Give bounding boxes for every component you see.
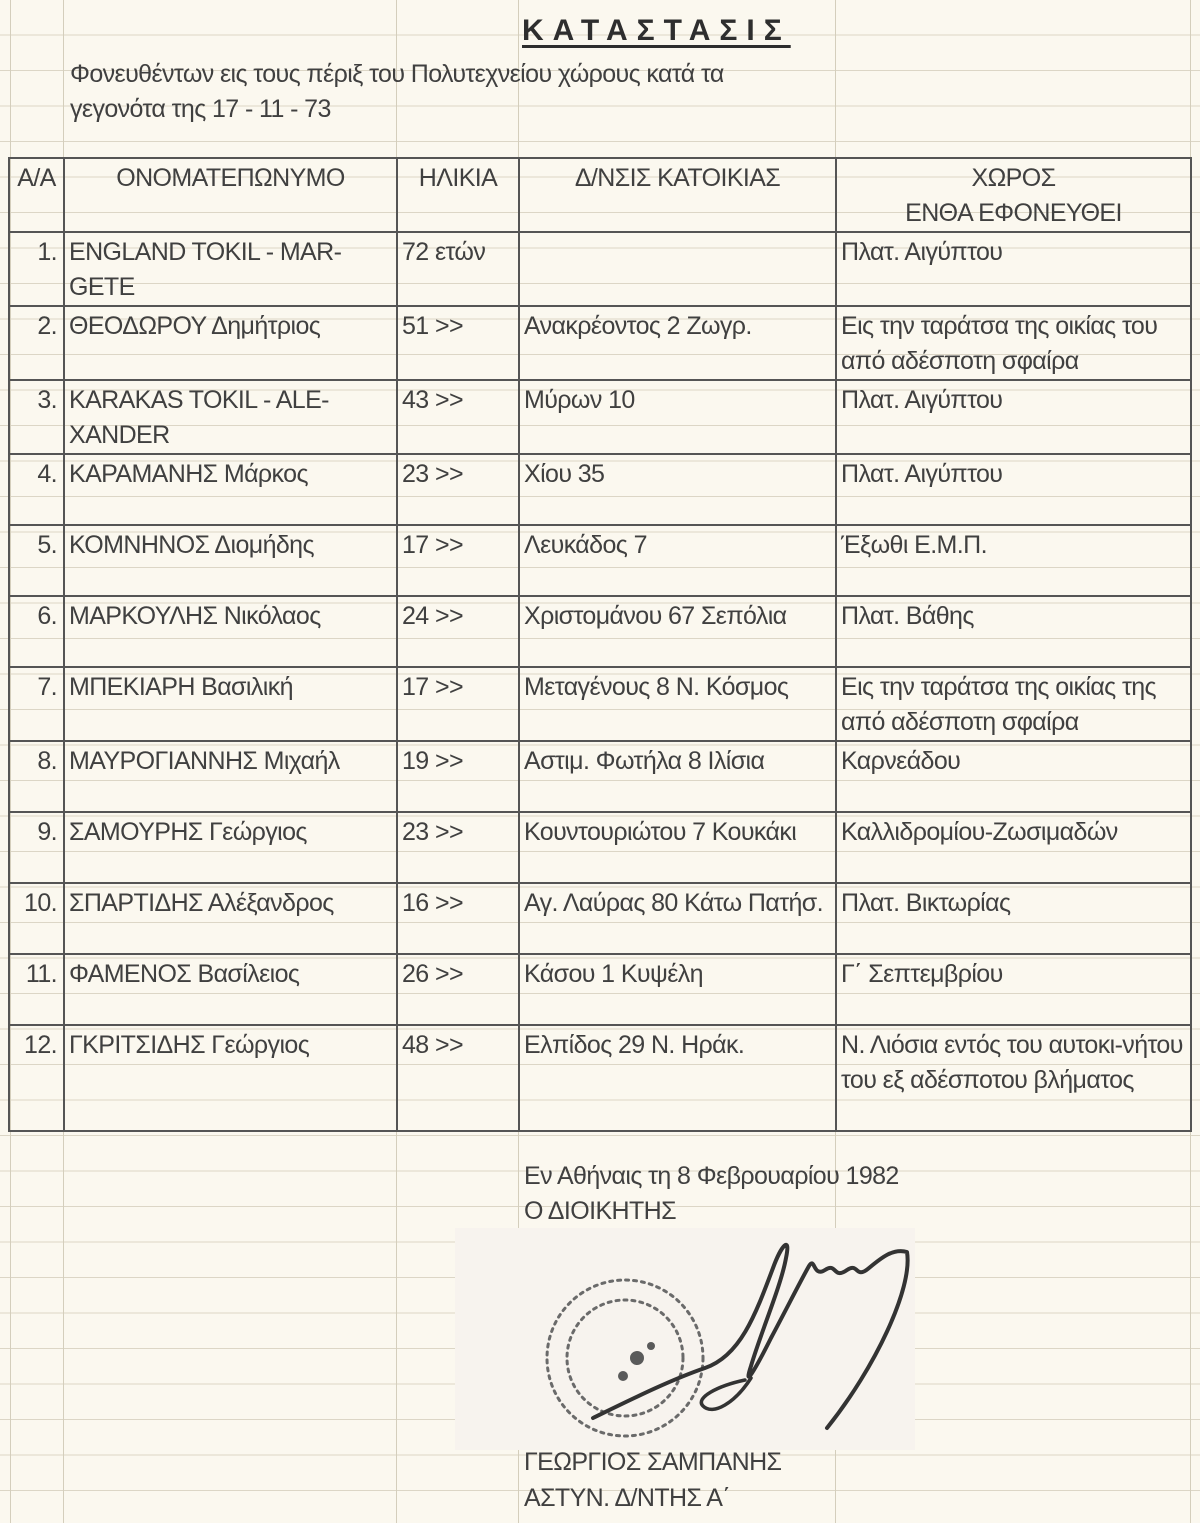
row-place: Έξωθι Ε.Μ.Π. <box>836 525 1191 596</box>
table-row <box>9 380 1191 454</box>
row-age: 19 >> <box>397 741 519 812</box>
victims-table <box>8 157 1192 1132</box>
row-name: ΚΟΜΝΗΝΟΣ Διομήδης <box>64 525 397 596</box>
subtitle-line-2: γεγονότα της 17 - 11 - 73 <box>70 95 331 123</box>
signer-rank: ΑΣΤΥΝ. Δ/ΝΤΗΣ Α΄ <box>524 1484 731 1512</box>
row-address: Χριστομάνου 67 Σεπόλια <box>519 596 836 667</box>
row-age: 43 >> <box>397 380 519 454</box>
row-address: Χίου 35 <box>519 454 836 525</box>
row-name: ΣΠΑΡΤΙΔΗΣ Αλέξανδρος <box>64 883 397 954</box>
row-number: 2. <box>9 306 64 380</box>
row-number: 1. <box>9 232 64 306</box>
table-row <box>9 883 1191 954</box>
row-place: Γ΄ Σεπτεμβρίου <box>836 954 1191 1025</box>
footer-role: Ο ΔΙΟΙΚΗΤΗΣ <box>524 1197 676 1225</box>
row-address: Κάσου 1 Κυψέλη <box>519 954 836 1025</box>
row-place: Ν. Λιόσια εντός του αυτοκι-νήτου του εξ αδέσποτου βλήματος <box>836 1025 1191 1131</box>
row-age: 26 >> <box>397 954 519 1025</box>
table-header-row <box>9 158 1191 232</box>
row-name: ΜΑΥΡΟΓΙΑΝΝΗΣ Μιχαήλ <box>64 741 397 812</box>
row-age: 48 >> <box>397 1025 519 1131</box>
row-address: Λευκάδος 7 <box>519 525 836 596</box>
table-row <box>9 667 1191 741</box>
header-place-line-1: ΧΩΡΟΣ <box>971 164 1056 192</box>
row-place: Καρνεάδου <box>836 741 1191 812</box>
row-name: ENGLAND TOKIL - MAR-GETE <box>64 232 397 306</box>
row-address <box>519 232 836 306</box>
row-number: 5. <box>9 525 64 596</box>
row-age: 16 >> <box>397 883 519 954</box>
row-number: 8. <box>9 741 64 812</box>
signature-graphic <box>455 1228 915 1450</box>
table-row <box>9 306 1191 380</box>
table-row <box>9 232 1191 306</box>
row-number: 3. <box>9 380 64 454</box>
row-name: ΘΕΟΔΩΡΟΥ Δημήτριος <box>64 306 397 380</box>
header-place <box>836 158 1191 232</box>
stamp-seal <box>547 1280 703 1436</box>
row-name: KARAKAS TOKIL - ALE-XANDER <box>64 380 397 454</box>
document-title: ΚΑΤΑΣΤΑΣΙΣ <box>522 14 791 47</box>
table-row <box>9 596 1191 667</box>
row-age: 24 >> <box>397 596 519 667</box>
signature-loop <box>701 1378 751 1409</box>
row-place: Πλατ. Βικτωρίας <box>836 883 1191 954</box>
row-number: 12. <box>9 1025 64 1131</box>
table-row <box>9 812 1191 883</box>
row-number: 10. <box>9 883 64 954</box>
row-address: Αγ. Λαύρας 80 Κάτω Πατήσ. <box>519 883 836 954</box>
table-row <box>9 525 1191 596</box>
row-name: ΜΠΕΚΙΑΡΗ Βασιλική <box>64 667 397 741</box>
row-number: 11. <box>9 954 64 1025</box>
header-aa: Α/Α <box>9 158 64 232</box>
header-name: ΟΝΟΜΑΤΕΠΩΝΥΜΟ <box>64 158 397 232</box>
row-place: Πλατ. Αιγύπτου <box>836 454 1191 525</box>
row-age: 17 >> <box>397 525 519 596</box>
table-row <box>9 954 1191 1025</box>
row-age: 23 >> <box>397 454 519 525</box>
stamp-emblem <box>618 1342 655 1381</box>
row-place: Καλλιδρομίου-Ζωσιμαδών <box>836 812 1191 883</box>
row-name: ΜΑΡΚΟΥΛΗΣ Νικόλαος <box>64 596 397 667</box>
row-name: ΣΑΜΟΥΡΗΣ Γεώργιος <box>64 812 397 883</box>
table-row <box>9 454 1191 525</box>
row-number: 7. <box>9 667 64 741</box>
signature-stroke <box>593 1245 908 1428</box>
subtitle-line-1: Φονευθέντων εις τους πέριξ του Πολυτεχνείου χώρους κατά τα <box>70 60 724 88</box>
row-number: 4. <box>9 454 64 525</box>
footer-date-line: Εν Αθήναις τη 8 Φεβρουαρίου 1982 <box>524 1162 899 1190</box>
header-place-line-2: ΕΝΘΑ ΕΦΟΝΕΥΘΕΙ <box>905 199 1122 227</box>
row-place: Πλατ. Αιγύπτου <box>836 232 1191 306</box>
row-address: Ελπίδος 29 Ν. Ηράκ. <box>519 1025 836 1131</box>
header-age: ΗΛΙΚΙΑ <box>397 158 519 232</box>
row-age: 17 >> <box>397 667 519 741</box>
row-age: 72 ετών <box>397 232 519 306</box>
row-name: ΓΚΡΙΤΣΙΔΗΣ Γεώργιος <box>64 1025 397 1131</box>
row-name: ΦΑΜΕΝΟΣ Βασίλειος <box>64 954 397 1025</box>
row-age: 51 >> <box>397 306 519 380</box>
row-number: 9. <box>9 812 64 883</box>
row-age: 23 >> <box>397 812 519 883</box>
row-place: Εις την ταράτσα της οικίας του από αδέσποτη σφαίρα <box>836 306 1191 380</box>
stamp-and-signature <box>455 1228 915 1450</box>
row-address: Ανακρέοντος 2 Ζωγρ. <box>519 306 836 380</box>
row-name: ΚΑΡΑΜΑΝΗΣ Μάρκος <box>64 454 397 525</box>
header-address: Δ/ΝΣΙΣ ΚΑΤΟΙΚΙΑΣ <box>519 158 836 232</box>
row-address: Μύρων 10 <box>519 380 836 454</box>
row-number: 6. <box>9 596 64 667</box>
signer-name: ΓΕΩΡΓΙΟΣ ΣΑΜΠΑΝΗΣ <box>524 1448 782 1476</box>
row-place: Πλατ. Αιγύπτου <box>836 380 1191 454</box>
row-place: Πλατ. Βάθης <box>836 596 1191 667</box>
row-address: Αστιμ. Φωτήλα 8 Ιλίσια <box>519 741 836 812</box>
table-row <box>9 1025 1191 1131</box>
row-address: Μεταγένους 8 Ν. Κόσμος <box>519 667 836 741</box>
row-address: Κουντουριώτου 7 Κουκάκι <box>519 812 836 883</box>
row-place: Εις την ταράτσα της οικίας της από αδέσποτη σφαίρα <box>836 667 1191 741</box>
table-row <box>9 741 1191 812</box>
